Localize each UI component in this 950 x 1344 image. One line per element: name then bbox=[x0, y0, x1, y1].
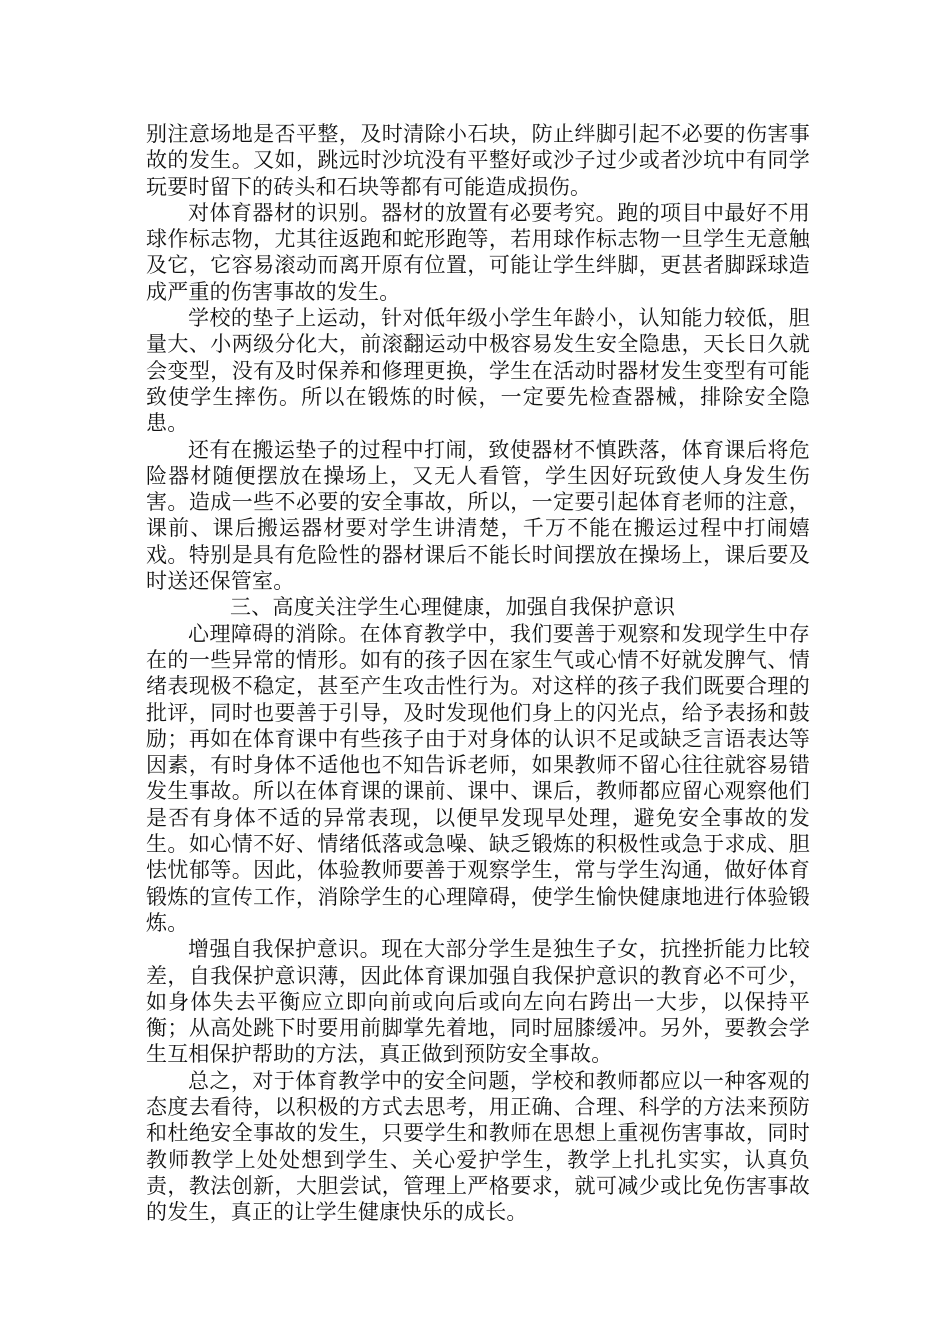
paragraph-psychological-barriers: 心理障碍的消除。在体育教学中，我们要善于观察和发现学生中存在的一些异常的情形。如有的孩子因在家生气或心情不好就发脾气、情绪表现极不稳定，甚至产生攻击性行为。对这样的孩子我们既要合理的批评，同时也要善于引导，及时发现他们身上的闪光点，给予表扬和鼓励；再如在体育课中有些孩子由于对身体的认识不足或缺乏言语表达等因素，有时身体不适他也不知告诉老师，如果教师不留心往往就容易错发生事故。所以在体育课的课前、课中、课后，教师都应留心观察他们是否有身体不适的异常表现，以便早发现早处理，避免安全事故的发生。如心情不好、情绪低落或急噪、缺乏锻炼的积极性或急于求成、胆怯忧郁等。因此，体验教师要善于观察学生，常与学生沟通，做好体育锻炼的宣传工作，消除学生的心理障碍，使学生愉快健康地进行体验锻炼。 bbox=[146, 621, 810, 935]
paragraph-conclusion: 总之，对于体育教学中的安全问题，学校和教师都应以一种客观的态度去看待，以积极的方式去思考，用正确、合理、科学的方法来预防和杜绝安全事故的发生，只要学生和教师在思想上重视伤害事故，同时教师教学上处处想到学生、关心爱护学生，教学上扎扎实实，认真负责，教法创新，大胆尝试，管理上严格要求，就可减少或比免伤害事故的发生，真正的让学生健康快乐的成长。 bbox=[146, 1068, 810, 1225]
section-heading: 三、高度关注学生心理健康，加强自我保护意识 bbox=[230, 595, 676, 620]
document-page bbox=[146, 121, 810, 1225]
paragraph-self-protection: 增强自我保护意识。现在大部分学生是独生子女，抗挫折能力比较差，自我保护意识薄，因此体育课加强自我保护意识的教育必不可少，如身体失去平衡应立即向前或向后或向左向右跨出一大步，以保持平衡；从高处跳下时要用前脚掌先着地，同时屈膝缓冲。另外，要教会学生互相保护帮助的方法，真正做到预防安全事故。 bbox=[146, 937, 810, 1067]
paragraph-equipment-identification: 对体育器材的识别。器材的放置有必要考究。跑的项目中最好不用球作标志物，尤其往返跑和蛇形跑等，若用球作标志物一旦学生无意触及它，它容易滚动而离开原有位置，可能让学生绊脚，更甚者脚踩球造成严重的伤害事故的发生。 bbox=[146, 200, 810, 304]
paragraph-carrying-mats: 还有在搬运垫子的过程中打闹，致使器材不慎跌落，体育课后将危险器材随便摆放在操场上，又无人看管，学生因好玩致使人身发生伤害。造成一些不必要的安全事故，所以，一定要引起体育老师的注意，课前、课后搬运器材要对学生讲清楚，千万不能在搬运过程中打闹嬉戏。特别是具有危险性的器材课后不能长时间摆放在操场上，课后要及时送还保管室。 bbox=[146, 437, 810, 594]
paragraph-continuation: 别注意场地是否平整，及时清除小石块，防止绊脚引起不必要的伤害事故的发生。又如，跳远时沙坑没有平整好或沙子过少或者沙坑中有同学玩要时留下的砖头和石块等都有可能造成损伤。 bbox=[146, 122, 810, 199]
paragraph-mat-exercise: 学校的垫子上运动，针对低年级小学生年龄小，认知能力较低，胆量大、小两级分化大，前滚翻运动中极容易发生安全隐患，天长日久就会变型，没有及时保养和修理更换，学生在活动时器材发生变型有可能致使学生摔伤。所以在锻炼的时候，一定要先检查器械，排除安全隐患。 bbox=[146, 306, 810, 436]
